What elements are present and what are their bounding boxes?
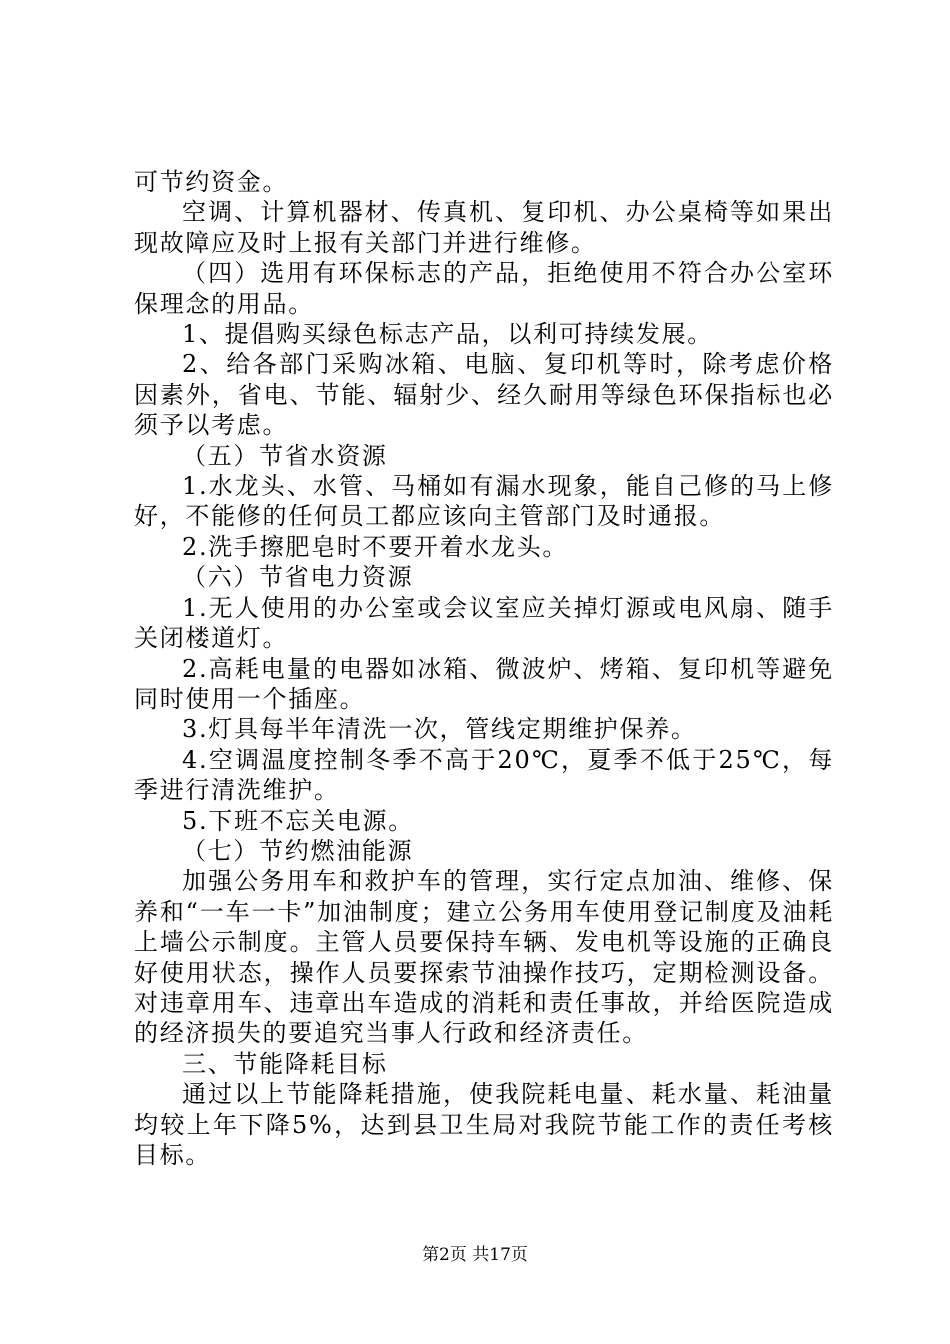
section-heading: （六）节省电力资源 — [182, 563, 414, 592]
list-item: 1.无人使用的办公室或会议室应关掉灯源或电风扇、随手关闭楼道灯。 — [134, 593, 834, 653]
section-heading: （四）选用有环保标志的产品，拒绝使用不符合办公室环保理念的用品。 — [134, 259, 834, 318]
paragraph: 可节约资金。 — [134, 168, 289, 196]
list-item: 2.洗手擦肥皂时不要开着水龙头。 — [182, 532, 569, 561]
list-item: 1、提倡购买绿色标志产品，以利可持续发展。 — [182, 320, 713, 349]
paragraph: 通过以上节能降耗措施，使我院耗电量、耗水量、耗油量均较上年下降5%，达到县卫生局对我院节能工作的责任考核目标。 — [134, 1080, 834, 1169]
document-body — [134, 167, 834, 1170]
section-heading: （七）节约燃油能源 — [182, 836, 414, 865]
page-number: 第2页 共17页 — [422, 1245, 528, 1265]
section-heading: （五）节省水资源 — [182, 441, 388, 470]
section-heading: 三、节能降耗目标 — [182, 1049, 388, 1078]
list-item: 1.水龙头、水管、马桶如有漏水现象，能自己修的马上修好，不能修的任何员工都应该向主管部门及时通报。 — [134, 472, 834, 531]
page-footer — [0, 1244, 950, 1266]
list-item: 3.灯具每半年清洗一次，管线定期维护保养。 — [182, 715, 697, 744]
list-item: 4.空调温度控制冬季不高于20℃，夏季不低于25℃，每季进行清洗维护。 — [134, 745, 834, 805]
paragraph: 空调、计算机器材、传真机、复印机、办公桌椅等如果出现故障应及时上报有关部门并进行维修。 — [134, 198, 834, 257]
list-item: 5.下班不忘关电源。 — [182, 806, 414, 835]
list-item: 2.高耗电量的电器如冰箱、微波炉、烤箱、复印机等避免同时使用一个插座。 — [134, 654, 834, 713]
paragraph: 加强公务用车和救护车的管理，实行定点加油、维修、保养和“一车一卡”加油制度；建立公务用车使用登记制度及油耗上墙公示制度。主管人员要保持车辆、发电机等设施的正确良好使用状态，操作人员要探索节油操作技巧，定期检测设备。对违章用车、违章出车造成的消耗和责任事故，并给医院造成的经济损失的要追究当事人行政和经济责任。 — [134, 867, 834, 1048]
list-item: 2、给各部门采购冰箱、电脑、复印机等时，除考虑价格因素外，省电、节能、辐射少、经久耐用等绿色环保指标也必须予以考虑。 — [134, 350, 834, 440]
